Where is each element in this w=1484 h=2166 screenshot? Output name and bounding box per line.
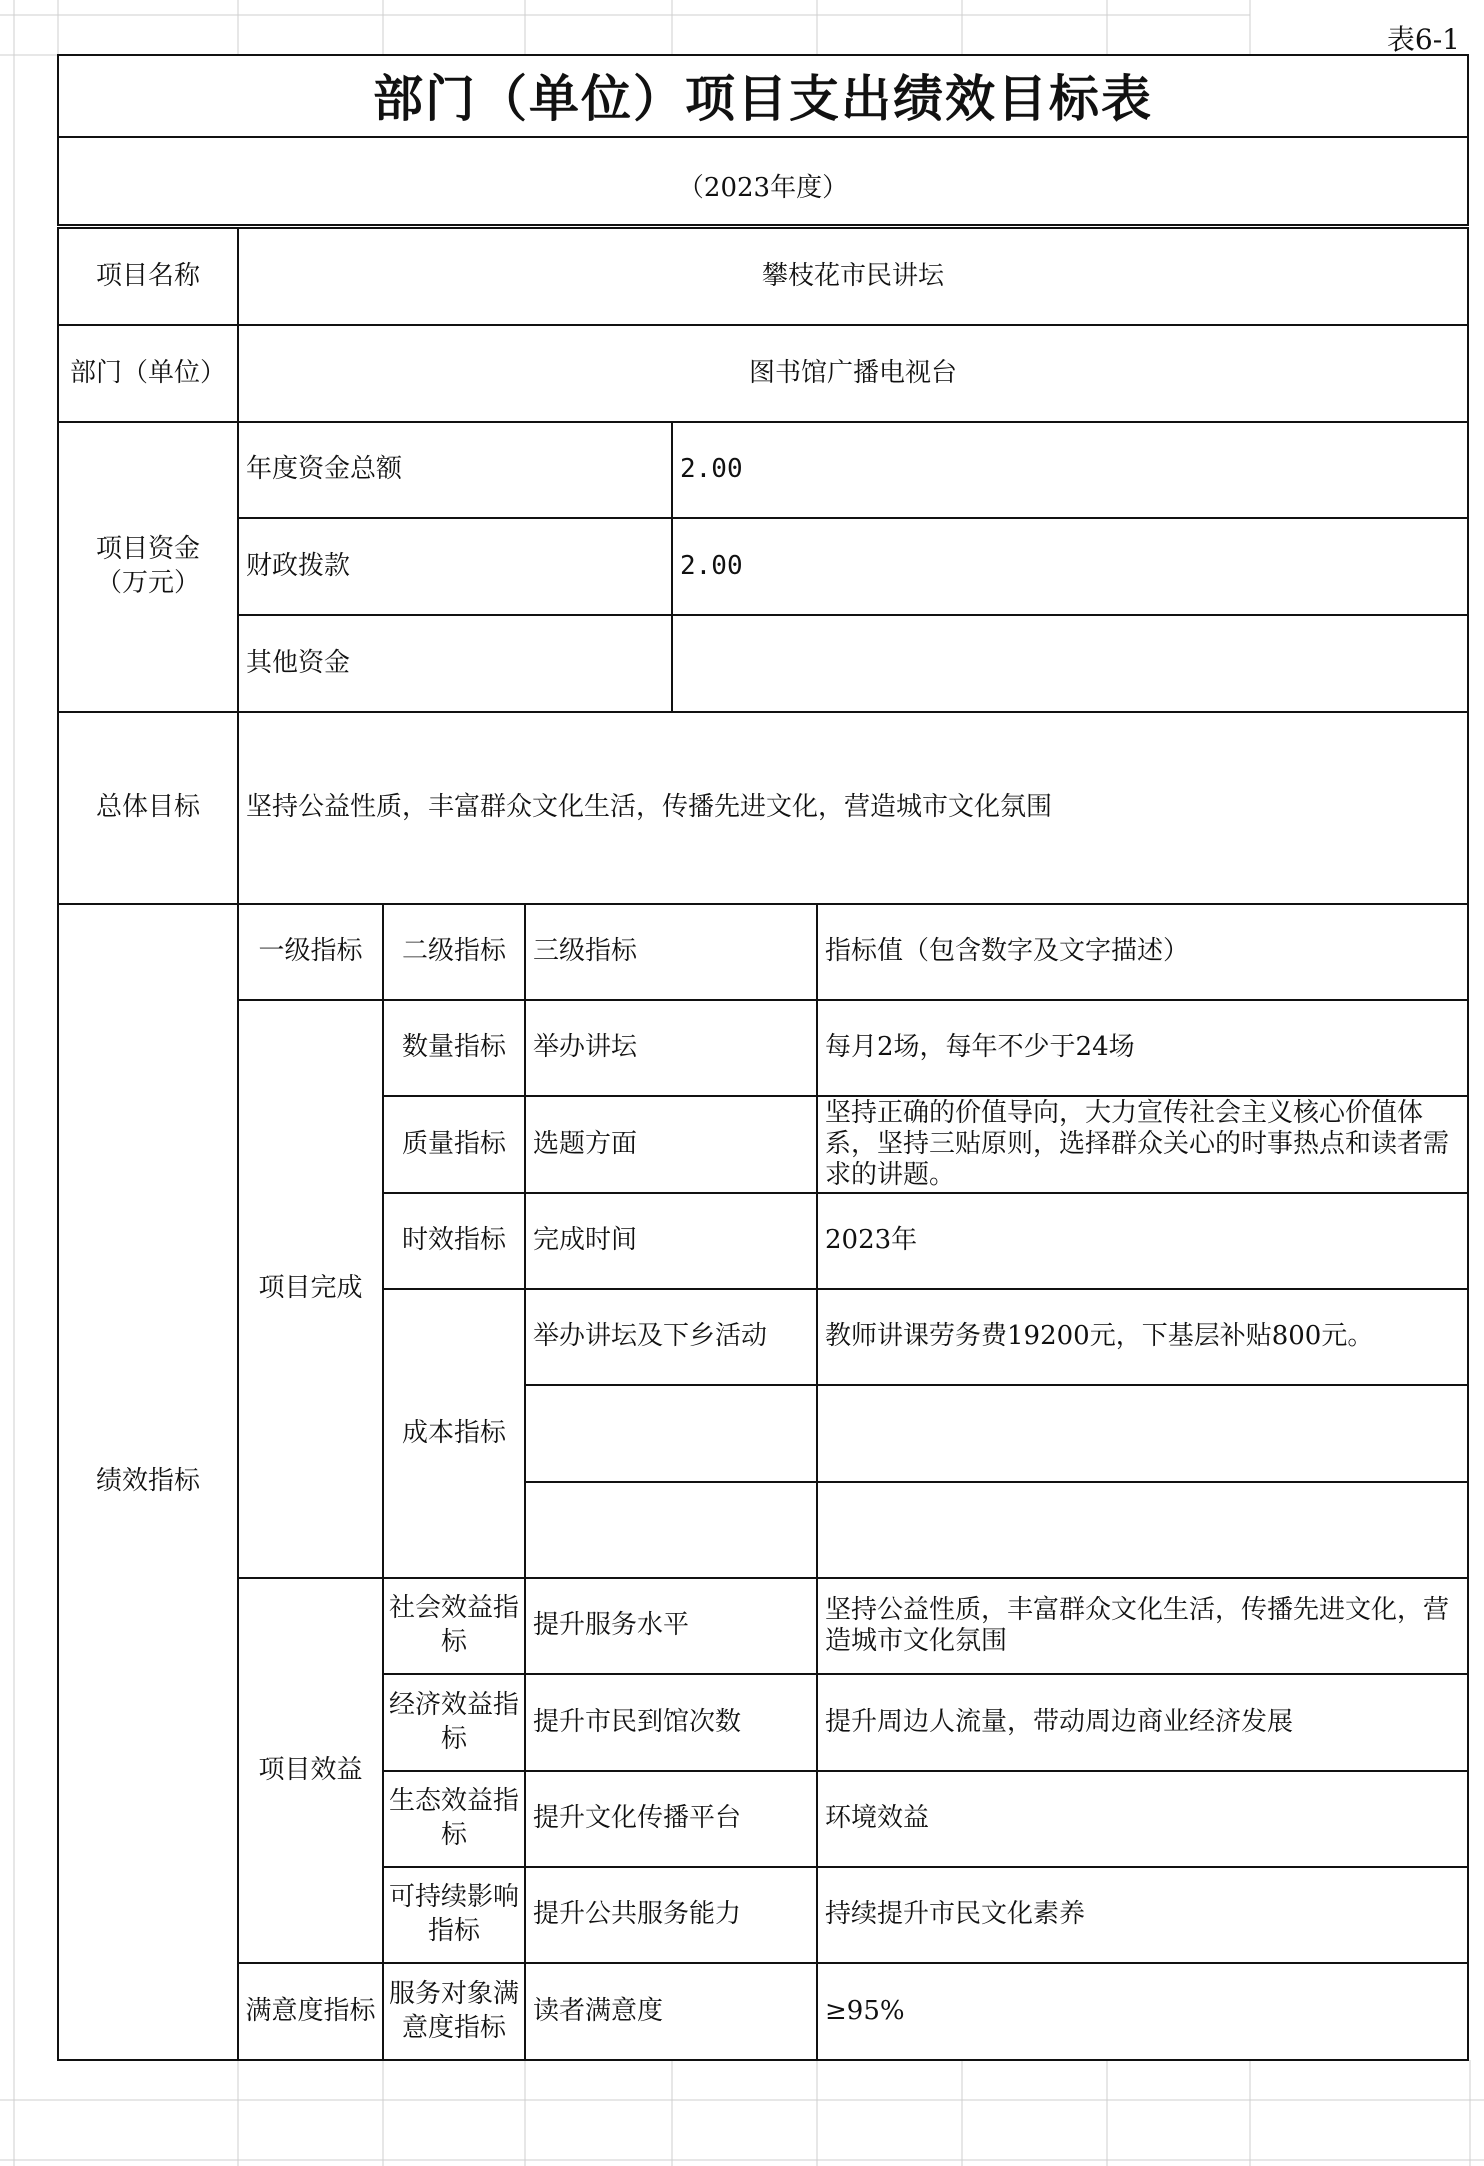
row-level3: 提升公共服务能力 [533,1899,742,1930]
row-value: 环境效益 [825,1803,930,1834]
section-benefit: 项目效益 [258,1754,363,1785]
row-level3: 完成时间 [533,1225,638,1256]
row-level3: 读者满意度 [533,1995,664,2026]
project-name-value: 攀枝花市民讲坛 [761,260,944,291]
funds-fiscal-label: 财政拨款 [246,550,351,581]
row-level3 [525,1482,817,1578]
row-value: 持续提升市民文化素养 [825,1899,1086,1930]
header-level2: 二级指标 [401,936,506,967]
row-level2: 可持续影响指标 [389,1882,520,1946]
row-value: 教师讲课劳务费19200元，下基层补贴800元。 [825,1321,1374,1352]
row-level3: 选题方面 [533,1128,638,1159]
row-level2: 时效指标 [401,1225,506,1256]
row-level2: 质量指标 [401,1128,506,1159]
row-level3 [525,1385,817,1482]
row-level2: 社会效益指标 [389,1593,520,1657]
dept-label: 部门（单位） [69,357,226,388]
funds-total-label: 年度资金总额 [246,454,403,485]
row-level3: 提升市民到馆次数 [533,1706,742,1737]
perf-label: 绩效指标 [95,1466,200,1497]
funds-total-value: 2.00 [680,454,743,485]
goal-value: 坚持公益性质，丰富群众文化生活，传播先进文化，营造城市文化氛围 [246,792,1053,823]
row-value: 坚持公益性质，丰富群众文化生活，传播先进文化，营造城市文化氛围 [825,1594,1450,1656]
funds-fiscal-value: 2.00 [680,550,743,581]
header-level1: 一级指标 [258,936,363,967]
row-value: 提升周边人流量，带动周边商业经济发展 [825,1706,1294,1737]
header-value: 指标值（包含数字及文字描述） [825,936,1190,967]
year-label: （2023年度） [677,172,849,203]
row-level2: 服务对象满意度指标 [389,1978,520,2043]
row-level2: 数量指标 [401,1032,506,1063]
row-level3: 举办讲坛及下乡活动 [533,1321,768,1352]
row-level3: 提升服务水平 [533,1610,690,1641]
row-value: 2023年 [825,1225,918,1256]
section-satisfaction: 满意度指标 [245,1995,376,2026]
dept-value: 图书馆广播电视台 [748,357,957,388]
row-level2: 成本指标 [401,1417,506,1448]
row-level2: 生态效益指标 [389,1786,520,1850]
table-number: 表6-1 [1386,23,1460,56]
section-completion: 项目完成 [258,1273,363,1304]
row-level3: 举办讲坛 [533,1032,638,1063]
row-value: 坚持正确的价值导向，大力宣传社会主义核心价值体系，坚持三贴原则，选择群众关心的时事热点和读者需求的讲题。 [825,1097,1450,1191]
page-title: 部门（单位）项目支出绩效目标表 [373,69,1153,128]
goal-label: 总体目标 [95,792,200,823]
row-level3: 提升文化传播平台 [533,1803,742,1834]
row-level2: 经济效益指标 [389,1689,520,1754]
funds-other-value [672,615,1468,712]
row-value [817,1385,1468,1482]
funds-label: 项目资金（万元） [95,534,200,598]
project-name-label: 项目名称 [95,260,200,291]
row-value [817,1482,1468,1578]
row-value: ≥95% [825,1995,905,2026]
row-value: 每月2场，每年不少于24场 [825,1032,1135,1063]
funds-other-label: 其他资金 [246,647,351,678]
header-level3: 三级指标 [533,936,638,967]
